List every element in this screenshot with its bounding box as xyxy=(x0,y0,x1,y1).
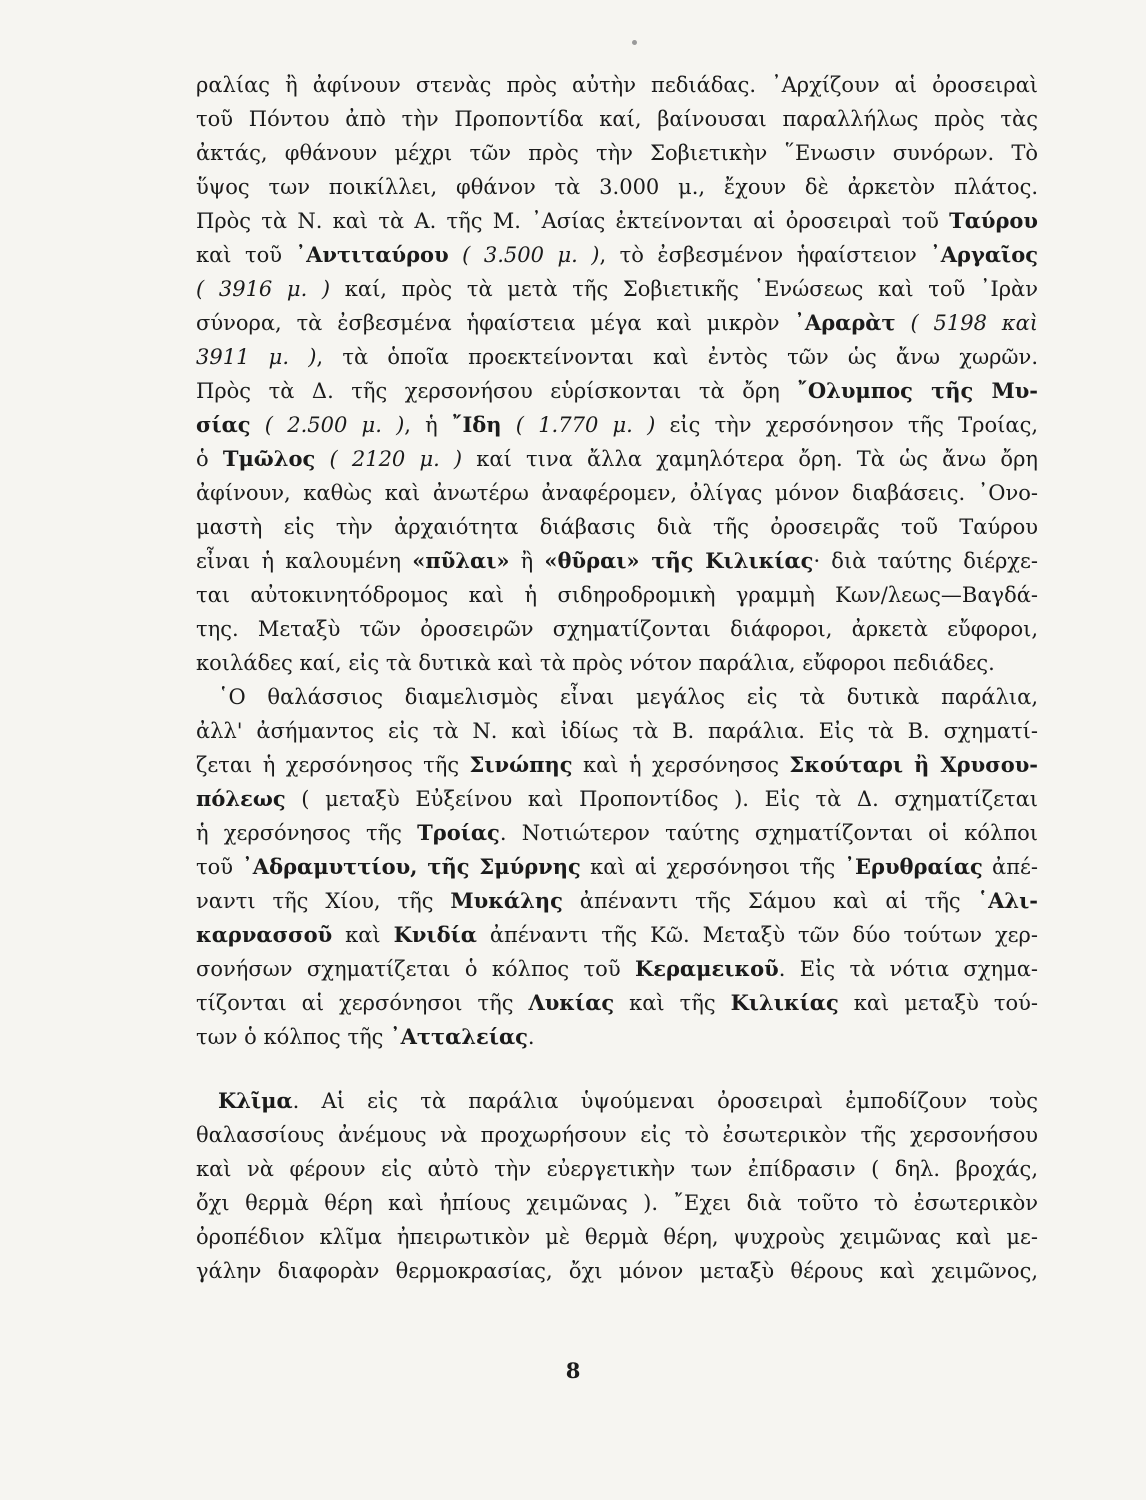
text-run: . Αἱ εἰς τὰ παράλια ὑψούμεναι ὀροσειραὶ ἐμποδίζουν τοὺς xyxy=(292,1089,1038,1113)
text-line xyxy=(196,714,1038,748)
text-run: ὄχι θερμὰ θέρη καὶ ἠπίους χειμῶνας ). ῎Εχει διὰ τοῦτο τὸ ἐσωτερικὸν xyxy=(196,1191,1038,1215)
text-run: , τὰ ὁποῖα προεκτείνονται καὶ ἐντὸς τῶν ὡς ἄνω χωρῶν. xyxy=(316,345,1038,369)
text-run: , ἡ xyxy=(404,413,452,437)
text-run: ἡ χερσόνησος τῆς xyxy=(196,821,418,845)
text-line xyxy=(196,816,1038,850)
text-run: καί τινα ἄλλα χαμηλότερα ὄρη. Τὰ ὡς ἄνω ὄρη xyxy=(462,447,1038,471)
text-line xyxy=(196,306,1038,340)
page-number: 8 xyxy=(565,1358,581,1383)
paragraph-relief xyxy=(196,68,1038,680)
text-line xyxy=(196,238,1038,272)
text-run: Πρὸς τὰ Ν. καὶ τὰ Α. τῆς Μ. ᾿Ασίας ἐκτείνονται αἱ ὀροσειραὶ τοῦ xyxy=(196,209,950,233)
text-line xyxy=(196,1118,1038,1152)
text-run: ῾Ο θαλάσσιος διαμελισμὸς εἶναι μεγάλος εἰς τὰ δυτικὰ παράλια, xyxy=(218,685,1038,709)
bold-term: Κεραμεικοῦ xyxy=(634,956,779,981)
text-line xyxy=(196,1220,1038,1254)
bold-term: Μυκάλης xyxy=(450,888,563,913)
text-line xyxy=(196,374,1038,408)
text-run: των ὁ κόλπος τῆς xyxy=(196,1025,391,1049)
text-line xyxy=(196,442,1038,476)
paragraph-coastline xyxy=(196,680,1038,1054)
paragraph-climate xyxy=(196,1084,1038,1288)
text-run: . Νοτιώτερον ταύτης σχηματίζονται οἱ κόλποι xyxy=(499,821,1038,845)
text-run: σονήσων σχηματίζεται ὁ κόλπος τοῦ xyxy=(196,957,635,981)
text-run: σύνορα, τὰ ἐσβεσμένα ἡφαίστεια μέγα καὶ μικρὸν xyxy=(196,311,795,335)
text-line xyxy=(196,408,1038,442)
text-run: ραλίας ἢ ἀφίνουν στενὰς πρὸς αὐτὴν πεδιάδας. ᾿Αρχίζουν αἱ ὀροσειραὶ xyxy=(196,73,1038,97)
text-run: εἰς τὴν χερσόνησον τῆς Τροίας, xyxy=(655,413,1039,437)
speck-dot xyxy=(632,40,637,45)
text-run: ἀφίνουν, καθὼς καὶ ἀνωτέρω ἀναφέρομεν, ὀλίγας μόνον διαβάσεις. ᾿Ονο- xyxy=(196,481,1038,505)
bold-term: ᾿Αργαῖος xyxy=(930,242,1039,267)
text-run: καὶ xyxy=(332,923,394,947)
elevation-note: ( 2.500 μ. ) xyxy=(250,413,405,437)
text-line xyxy=(196,1152,1038,1186)
bold-term: ᾿Ερυθραίας xyxy=(844,854,983,879)
text-run: ( μεταξὺ Εὐξείνου καὶ Προποντίδος ). Εἰς τὰ Δ. σχηματίζεται xyxy=(285,787,1038,811)
text-line xyxy=(196,136,1038,170)
text-line xyxy=(196,986,1038,1020)
bold-term: ᾿Αραρὰτ xyxy=(794,310,896,335)
bold-term: ᾿Ατταλείας xyxy=(390,1024,528,1049)
bold-term: Λυκίας xyxy=(528,990,615,1015)
text-line xyxy=(196,68,1038,102)
text-line xyxy=(196,1020,1038,1054)
text-run: ἀλλ' ἀσήμαντος εἰς τὰ Ν. καὶ ἰδίως τὰ Β. παράλια. Εἰς τὰ Β. σχηματί- xyxy=(196,719,1038,743)
text-run: ἀπέ- xyxy=(982,855,1038,879)
text-line xyxy=(196,646,1038,680)
text-run: καὶ αἱ χερσόνησοι τῆς xyxy=(580,855,845,879)
text-run: καὶ μεταξὺ τού- xyxy=(838,991,1038,1015)
elevation-note: ( 1.770 μ. ) xyxy=(501,413,656,437)
paragraph-gap xyxy=(196,1054,1038,1084)
text-run: ὀροπέδιον κλῖμα ἠπειρωτικὸν μὲ θερμὰ θέρη, ψυχροὺς χειμῶνας καὶ με- xyxy=(196,1225,1038,1249)
text-run: της. Μεταξὺ τῶν ὀροσειρῶν σχηματίζονται διάφοροι, ἀρκετὰ εὔφοροι, xyxy=(196,617,1038,641)
text-run: . Εἰς τὰ νότια σχημα- xyxy=(778,957,1038,981)
text-run: ται αὐτοκινητόδρομος καὶ ἡ σιδηροδρομικὴ γραμμὴ Κων/λεως—Βαγδά- xyxy=(196,583,1038,607)
text-line xyxy=(196,952,1038,986)
text-run: · διὰ ταύτης διέρχε- xyxy=(813,549,1039,573)
text-run: γάλην διαφορὰν θερμοκρασίας, ὄχι μόνον μεταξὺ θέρους καὶ χειμῶνος, xyxy=(196,1259,1038,1283)
bold-term: καρνασσοῦ xyxy=(196,922,333,947)
text-line xyxy=(196,782,1038,816)
text-line xyxy=(196,748,1038,782)
text-line xyxy=(196,1254,1038,1288)
elevation-note: 3911 μ. ) xyxy=(196,345,317,369)
text-run: καὶ τοῦ xyxy=(196,243,296,267)
text-line xyxy=(196,272,1038,306)
text-run: καί, πρὸς τὰ μετὰ τῆς Σοβιετικῆς ῾Ενώσεως καὶ τοῦ ᾿Ιρὰν xyxy=(330,277,1038,301)
text-line xyxy=(196,680,1038,714)
bold-term: Σκούταρι ἢ Χρυσου- xyxy=(789,752,1038,777)
text-line xyxy=(196,544,1038,578)
text-run: θαλασσίους ἀνέμους νὰ προχωρήσουν εἰς τὸ ἐσωτερικὸν τῆς χερσονήσου xyxy=(196,1123,1038,1147)
text-run: . xyxy=(527,1025,535,1049)
text-line xyxy=(196,1186,1038,1220)
bold-term: Κιλικίας xyxy=(730,990,839,1015)
text-line xyxy=(196,476,1038,510)
text-line xyxy=(196,578,1038,612)
text-run: ζεται ἡ χερσόνησος τῆς xyxy=(196,753,470,777)
elevation-note: ( 3916 μ. ) xyxy=(196,277,331,301)
text-run: καὶ ἡ χερσόνησος xyxy=(572,753,790,777)
text-line xyxy=(196,204,1038,238)
text-run: ὁ xyxy=(196,447,223,471)
bold-term: πόλεως xyxy=(196,786,286,811)
text-line xyxy=(196,918,1038,952)
bold-term: «πῦλαι» xyxy=(412,548,510,573)
text-line xyxy=(196,612,1038,646)
elevation-note: ( 3.500 μ. ) xyxy=(448,243,600,267)
text-run: εἶναι ἡ καλουμένη xyxy=(196,549,413,573)
text-run: ἀπέναντι τῆς Σάμου καὶ αἱ τῆς xyxy=(562,889,978,913)
elevation-note: ( 5198 καὶ xyxy=(895,311,1038,335)
bold-term: σίας xyxy=(196,412,251,437)
text-run: ναντι τῆς Χίου, τῆς xyxy=(196,889,451,913)
text-run: ἀπέναντι τῆς Κῶ. Μεταξὺ τῶν δύο τούτων χερ- xyxy=(476,923,1039,947)
document-page xyxy=(196,68,1038,1288)
bold-term: ᾿Αδραμυττίου, τῆς Σμύρνης xyxy=(242,854,581,879)
text-run: κοιλάδες καί, εἰς τὰ δυτικὰ καὶ τὰ πρὸς νότον παράλια, εὔφοροι πεδιάδες. xyxy=(196,651,995,675)
text-run: τοῦ Πόντου ἀπὸ τὴν Προποντίδα καί, βαίνουσαι παραλλήλως πρὸς τὰς xyxy=(196,107,1038,131)
text-run: μαστὴ εἰς τὴν ἀρχαιότητα διάβασις διὰ τῆς ὀροσειρᾶς τοῦ Ταύρου xyxy=(196,515,1038,539)
bold-term: ῾Αλι- xyxy=(977,888,1038,913)
text-line xyxy=(196,510,1038,544)
text-run: καὶ τῆς xyxy=(614,991,731,1015)
text-line xyxy=(196,340,1038,374)
text-run: ἢ xyxy=(509,549,545,573)
bold-term: Τμῶλος xyxy=(222,446,316,471)
text-line xyxy=(196,1084,1038,1118)
bold-term: Σινώπης xyxy=(469,752,573,777)
text-run: ἀκτάς, φθάνουν μέχρι τῶν πρὸς τὴν Σοβιετικὴν ῞Ενωσιν συνόρων. Τὸ xyxy=(196,141,1038,165)
bold-term: Κνιδία xyxy=(393,922,477,947)
bold-term: Ταύρου xyxy=(949,208,1038,233)
text-run: καὶ νὰ φέρουν εἰς αὐτὸ τὴν εὐεργετικὴν των ἐπίδρασιν ( δηλ. βροχάς, xyxy=(196,1157,1038,1181)
bold-term: Κλῖμα xyxy=(218,1088,293,1113)
text-run: ὕψος των ποικίλλει, φθάνον τὰ 3.000 μ., ἔχουν δὲ ἀρκετὸν πλάτος. xyxy=(196,175,1038,199)
text-line xyxy=(196,884,1038,918)
text-run: , τὸ ἐσβεσμένον ἡφαίστειον xyxy=(599,243,931,267)
text-line xyxy=(196,170,1038,204)
bold-term: Τροίας xyxy=(417,820,500,845)
elevation-note: ( 2120 μ. ) xyxy=(315,447,463,471)
bold-term: ῎Ολυμπος τῆς Μυ- xyxy=(797,378,1038,403)
text-line xyxy=(196,102,1038,136)
text-run: τίζονται αἱ χερσόνησοι τῆς xyxy=(196,991,529,1015)
bold-term: «θῦραι» τῆς Κιλικίας xyxy=(544,548,814,573)
bold-term: ῎Ιδη xyxy=(451,412,502,437)
text-run: Πρὸς τὰ Δ. τῆς χερσονήσου εὑρίσκονται τὰ ὄρη xyxy=(196,379,798,403)
text-line xyxy=(196,850,1038,884)
text-run: τοῦ xyxy=(196,855,243,879)
bold-term: ᾿Αντιταύρου xyxy=(295,242,449,267)
